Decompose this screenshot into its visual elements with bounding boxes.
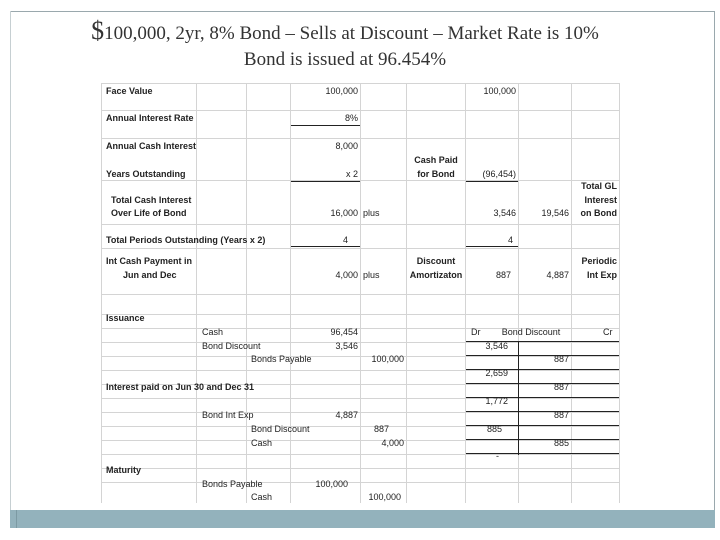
periodic-int: 4,887 (546, 270, 569, 280)
total-gl-label-2: Interest (584, 195, 617, 205)
int-exp-label: Bond Int Exp (202, 410, 254, 420)
maturity-bonds-payable-label: Bonds Payable (202, 479, 263, 489)
issuance-bonds-payable: 100,000 (371, 354, 404, 364)
cash-paid-label-2: for Bond (417, 169, 455, 179)
slide-frame-left (10, 11, 11, 511)
t-cr-4: 885 (553, 438, 569, 448)
slide-footer-bar (10, 510, 715, 528)
t-account-title: Bond Discount (501, 327, 561, 337)
total-periods-2: 4 (507, 235, 513, 245)
title-line1-text: 100,000, 2yr, 8% Bond – Sells at Discount – Market Rate is 10% (104, 23, 599, 44)
cash-paid-value: (96,454) (482, 169, 516, 179)
total-cash-interest-label-1: Total Cash Interest (111, 195, 192, 205)
int-cash-payment: 4,000 (335, 270, 358, 280)
plus-2: plus (363, 270, 380, 280)
maturity-cash-label: Cash (251, 492, 273, 502)
face-value-label: Face Value (106, 86, 153, 96)
total-gl-label-1: Total GL (581, 181, 617, 191)
issuance-label: Issuance (106, 313, 145, 323)
slide-frame-top (10, 11, 715, 12)
plus-1: plus (363, 208, 380, 218)
maturity-bonds-payable: 100,000 (315, 479, 348, 489)
t-bal-3: 885 (486, 424, 502, 434)
annual-cash-interest: 8,000 (335, 141, 358, 151)
issuance-cash-label: Cash (202, 327, 224, 337)
issuance-discount-label: Bond Discount (202, 341, 261, 351)
total-gl-interest: 19,546 (541, 208, 569, 218)
total-periods-label: Total Periods Outstanding (Years x 2) (106, 235, 266, 245)
total-periods: 4 (342, 235, 348, 245)
periodic-label-1: Periodic (581, 256, 617, 266)
annual-interest-rate-label: Annual Interest Rate (106, 113, 194, 123)
t-bal-4: - (496, 451, 499, 461)
interest-paid-label: Interest paid on Jun 30 and Dec 31 (106, 382, 255, 392)
t-dr-1: 3,546 (485, 341, 508, 351)
footer-bar-divider (16, 510, 17, 528)
maturity-label: Maturity (106, 465, 142, 475)
issuance-discount: 3,546 (335, 341, 358, 351)
slide-title-line1 (0, 18, 720, 47)
t-cr-2: 887 (553, 382, 569, 392)
issuance-bonds-payable-label: Bonds Payable (251, 354, 312, 364)
int-cash-value: 4,000 (381, 438, 404, 448)
t-account-dr: Dr (471, 327, 481, 337)
years-multiplier: x 2 (345, 169, 358, 179)
discount-amort-label-1: Discount (416, 256, 456, 266)
discount-amort: 887 (495, 270, 511, 280)
face-value-2: 100,000 (483, 86, 516, 96)
total-cash-interest-label-2: Over Life of Bond (111, 208, 187, 218)
t-cr-3: 887 (553, 410, 569, 420)
int-discount-value: 887 (373, 424, 389, 434)
title-dollar-sign: $ (91, 16, 105, 45)
spreadsheet (101, 83, 620, 503)
cash-paid-label-1: Cash Paid (414, 155, 458, 165)
annual-interest-rate: 8% (344, 113, 358, 123)
slide-title-line2: Bond is issued at 96.454% (243, 49, 447, 70)
t-cr-1: 887 (553, 354, 569, 364)
slide-frame-right (714, 11, 715, 511)
t-account-cr: Cr (603, 327, 613, 337)
periodic-label-2: Int Exp (586, 270, 617, 280)
int-cash-payment-label-1: Int Cash Payment in (106, 256, 193, 266)
int-cash-payment-label-2: Jun and Dec (123, 270, 177, 280)
discount-amort-label-2: Amortizaton (409, 270, 463, 280)
years-outstanding-label: Years Outstanding (106, 169, 186, 179)
face-value: 100,000 (325, 86, 358, 96)
total-cash-interest: 16,000 (330, 208, 358, 218)
t-bal-2: 1,772 (485, 396, 508, 406)
t-bal-1: 2,659 (485, 368, 508, 378)
slide-title (0, 18, 720, 73)
maturity-cash: 100,000 (368, 492, 401, 502)
annual-cash-interest-label: Annual Cash Interest (106, 141, 197, 151)
int-discount-label: Bond Discount (251, 424, 310, 434)
issuance-cash: 96,454 (330, 327, 358, 337)
int-exp-value: 4,887 (335, 410, 358, 420)
total-gl-label-3: on Bond (580, 208, 617, 218)
int-cash-label: Cash (251, 438, 273, 448)
discount-total: 3,546 (493, 208, 516, 218)
